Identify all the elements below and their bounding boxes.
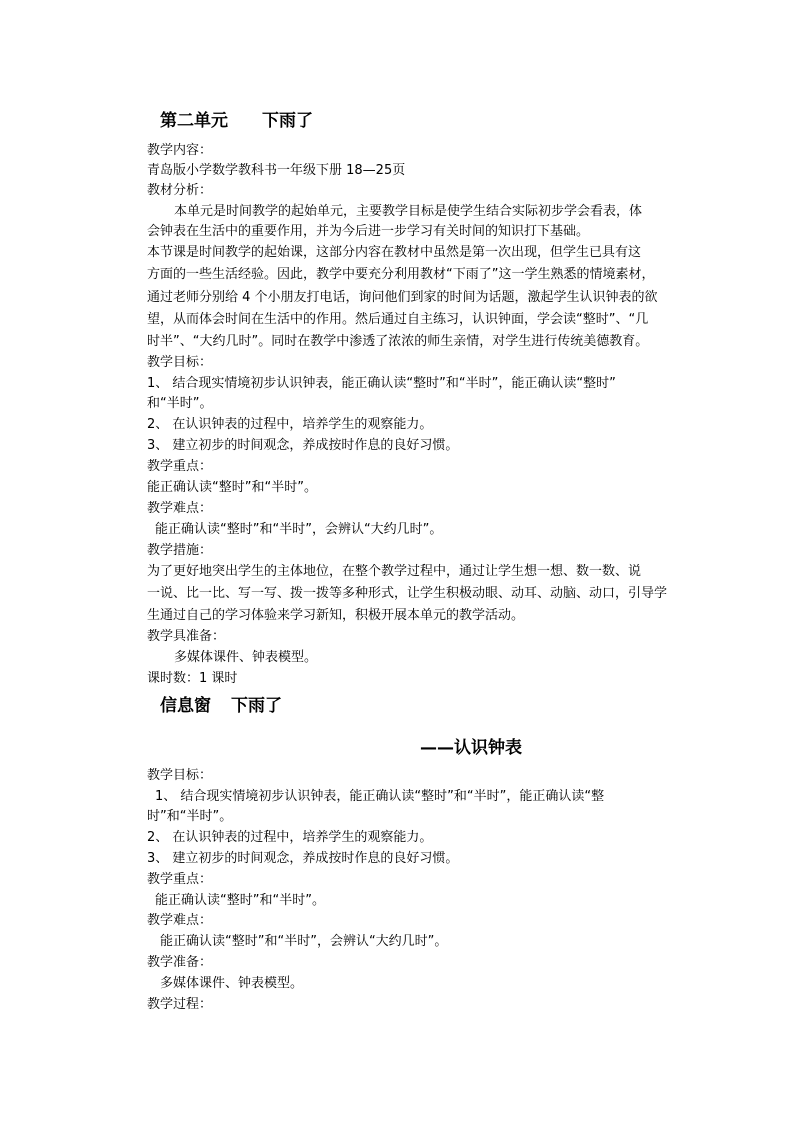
section-difficulty-text: 能正确认读“整时”和“半时”，会辨认“大约几时”。 (160, 934, 448, 949)
goals-label: 教学目标： (147, 355, 213, 370)
class-hours: 课时数：1 课时 (147, 671, 238, 686)
difficulty-text: 能正确认读“整时”和“半时”，会辨认“大约几时”。 (155, 522, 443, 537)
key-points-text: 能正确认读“整时”和“半时”。 (147, 480, 317, 495)
measures-line-3: 生通过自己的学习体验来学习新知，积极开展本单元的教学活动。 (147, 608, 525, 623)
analysis-paragraph-2-line-4: 望，从而体会时间在生活中的作用。然后通过自主练习，认识钟面，学会读“整时”、“几 (147, 312, 649, 327)
goal-1-line-2: 和“半时”。 (147, 396, 213, 411)
tools-text: 多媒体课件、钟表模型。 (174, 650, 318, 665)
goal-2: 2、 在认识钟表的过程中，培养学生的观察能力。 (147, 417, 433, 432)
section-goal-1-line-2: 时”和“半时”。 (147, 809, 233, 824)
section-key-text: 能正确认读“整时”和“半时”。 (155, 893, 325, 908)
section-prep-label: 教学准备： (147, 955, 213, 970)
section-goal-1-line-1: 1、 结合现实情境初步认识钟表，能正确认读“整时”和“半时”，能正确认读“整 (155, 789, 605, 804)
measures-line-2: 一说、比一比、写一写、拨一拨等多种形式，让学生积极动眼、动耳、动脑、动口，引导学 (147, 586, 668, 601)
analysis-paragraph-2-line-3: 通过老师分别给 4 个小朋友打电话，询问他们到家的时间为话题，激起学生认识钟表的欲 (147, 290, 658, 305)
section-process-label: 教学过程： (147, 997, 213, 1012)
analysis-paragraph-1-line-1: 本单元是时间教学的起始单元，主要教学目标是使学生结合实际初步学会看表，体 (174, 204, 643, 219)
section-goals-label: 教学目标： (147, 768, 213, 783)
tools-label: 教学具准备： (147, 629, 226, 644)
analysis-paragraph-2-line-1: 本节课是时间教学的起始课，这部分内容在教材中虽然是第一次出现，但学生已具有这 (147, 245, 642, 260)
section-key-label: 教学重点： (147, 872, 213, 887)
lesson-title: ——认识钟表 (420, 738, 522, 758)
analysis-label: 教材分析： (147, 183, 213, 198)
section-title: 信息窗 下雨了 (160, 696, 282, 716)
content-text: 青岛版小学数学教科书一年级下册 18—25页 (147, 163, 406, 178)
section-goal-2: 2、 在认识钟表的过程中，培养学生的观察能力。 (147, 830, 433, 845)
key-points-label: 教学重点： (147, 459, 213, 474)
analysis-paragraph-2-line-2: 方面的一些生活经验。因此，教学中要充分利用教材“下雨了”这一学生熟悉的情境素材， (147, 267, 655, 282)
section-difficulty-label: 教学难点： (147, 913, 213, 928)
content-label: 教学内容： (147, 143, 213, 158)
measures-label: 教学措施： (147, 543, 213, 558)
measures-line-1: 为了更好地突出学生的主体地位，在整个教学过程中，通过让学生想一想、数一数、说 (147, 564, 642, 579)
section-goal-3: 3、 建立初步的时间观念，养成按时作息的良好习惯。 (147, 851, 459, 866)
goal-3: 3、 建立初步的时间观念，养成按时作息的良好习惯。 (147, 438, 459, 453)
difficulty-label: 教学难点： (147, 501, 213, 516)
analysis-paragraph-1-line-2: 会钟表在生活中的重要作用，并为今后进一步学习有关时间的知识打下基础。 (147, 224, 590, 239)
goal-1-line-1: 1、 结合现实情境初步认识钟表，能正确认读“整时”和“半时”，能正确认读“整时” (147, 376, 616, 391)
unit-title: 第二单元 下雨了 (160, 111, 313, 131)
section-prep-text: 多媒体课件、钟表模型。 (160, 976, 304, 991)
analysis-paragraph-2-line-5: 时半”、“大约几时”。同时在教学中渗透了浓浓的师生亲情，对学生进行传统美德教育。 (147, 334, 649, 349)
